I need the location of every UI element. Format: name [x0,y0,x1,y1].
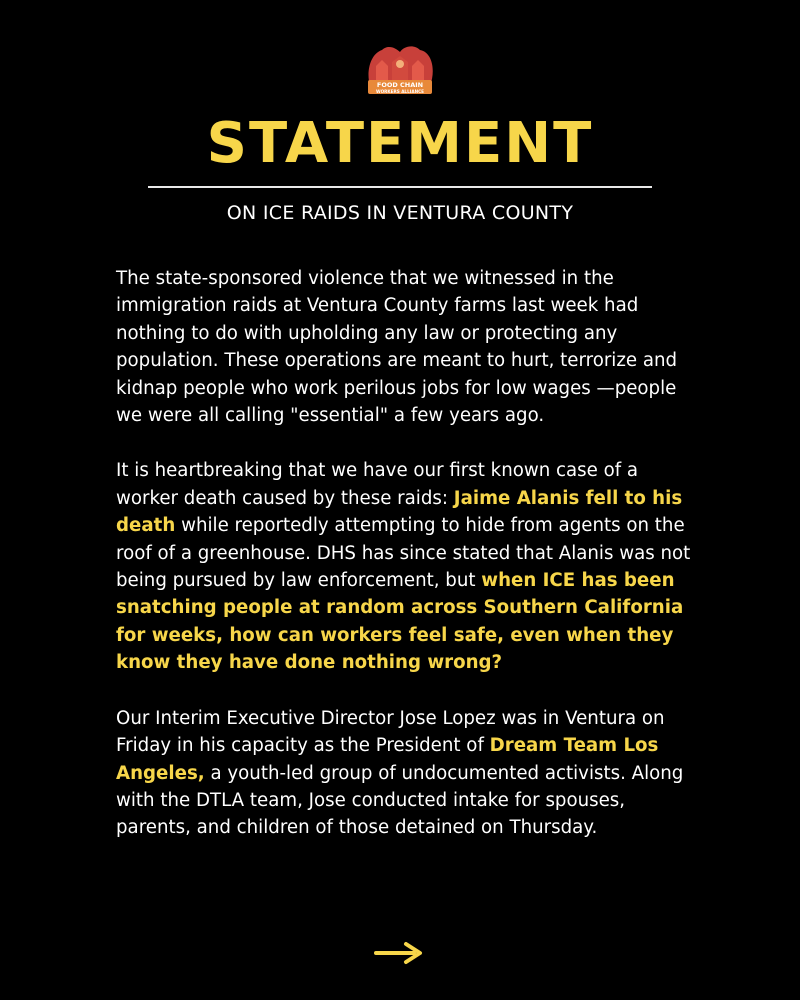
logo-line1: FOOD CHAIN [376,81,424,89]
paragraph-2-middle: while reportedly attempting to hide from agents on the roof of a greenhouse. DHS has since stated that Alanis was not being pursued by law enforcement, but [116,515,691,592]
page-subtitle: ON ICE RAIDS IN VENTURA COUNTY [226,202,574,224]
statement-body [116,265,696,870]
page-title: STATEMENT [206,111,594,176]
food-chain-workers-alliance-logo [362,42,438,98]
highlight-ice-question: when ICE has been snatching people at random across Southern California for weeks, how can workers feel safe, even when they know they have done nothing wrong? [116,570,684,674]
logo-line2: WORKERS ALLIANCE [375,89,425,94]
highlight-jaime-alanis: Jaime Alanis fell to his death [116,487,683,537]
paragraph-3-rest: a youth-led group of undocumented activists. Along with the DTLA team, Jose conducted intake for spouses, parents, and children of those detained on Thursday. [116,762,684,839]
paragraph-3-intro: Our Interim Executive Director Jose Lopez was in Ventura on Friday in his capacity as the President of [116,707,665,757]
arrow-right-icon[interactable] [374,938,426,968]
paragraph-3 [116,705,696,842]
paragraph-2-intro: It is heartbreaking that we have our first known case of a worker death caused by these raids: [116,460,639,509]
highlight-dream-team: Dream Team Los Angeles, [116,735,659,784]
paragraph-1-text: The state-sponsored violence that we witnessed in the immigration raids at Ventura County farms last week had nothing to do with upholding any law or protecting any population. These operations are meant to hurt, terrorize and kidnap people who work perilous jobs for low wages —people we were all calling "essential" a few years ago. [116,268,678,427]
paragraph-2 [116,457,696,676]
title-divider [148,186,652,188]
paragraph-1 [116,265,696,429]
logo-graphic [362,42,438,98]
